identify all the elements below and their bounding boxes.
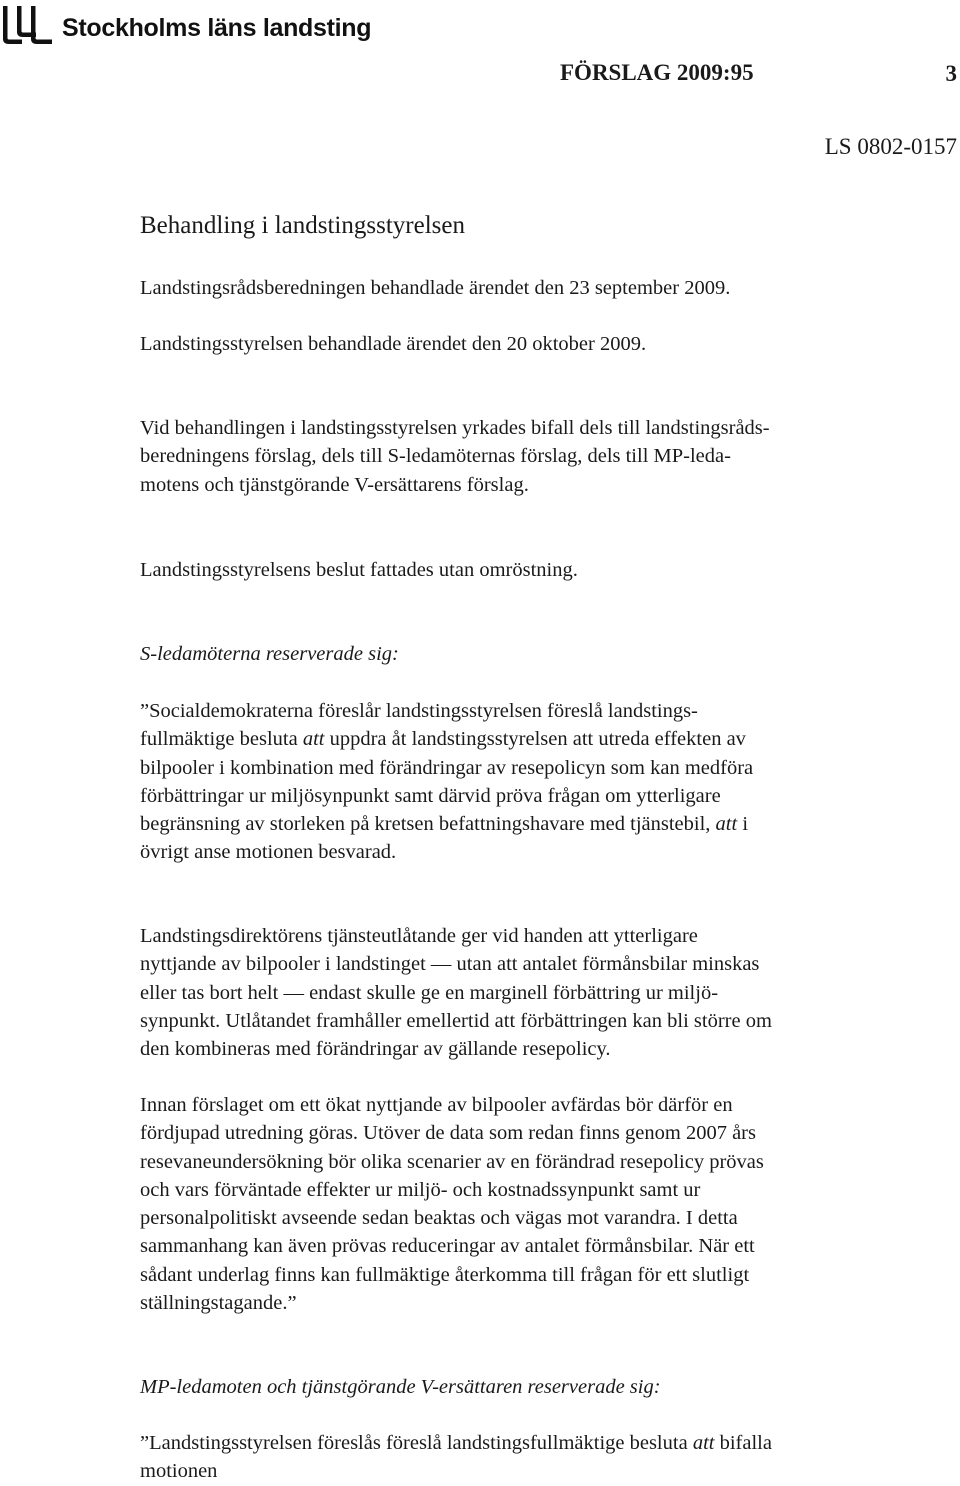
text-line: ”Socialdemokraterna föreslår landstingsstyrelsen föreslå landstings- — [140, 700, 698, 722]
text-line: Landstingsstyrelsen behandlade ärendet den 20 oktober 2009. — [140, 333, 647, 355]
text-line: förbättringar ur miljösynpunkt samt därvid pröva frågan om ytterligare — [140, 784, 721, 807]
text-line: motionen — [140, 1460, 218, 1483]
text-line: och vars förväntade effekter ur miljö- och kostnadssynpunkt samt ur — [140, 1178, 701, 1201]
page-number: 3 — [945, 61, 957, 86]
paragraph-further-investigation — [140, 1091, 940, 1317]
text-line: fullmäktige besluta att uppdra åt landstingsstyrelsen att utreda effekten av — [140, 728, 746, 751]
text-line: Vid behandlingen i landstingsstyrelsen yrkades bifall dels till landstingsråds- — [140, 417, 770, 439]
text-line: Innan förslaget om ett ökat nyttjande av bilpooler avfärdas bör därför en — [140, 1094, 733, 1116]
att-italic: att — [715, 813, 738, 836]
org-logo — [0, 6, 372, 44]
sll-logo-mark-icon — [0, 6, 54, 44]
text-line: fördjupad utredning göras. Utöver de data som redan finns genom 2007 års — [140, 1122, 756, 1145]
s-reservation-quote — [140, 697, 940, 867]
text-line: bilpooler i kombination med förändringar av resepolicyn som kan medföra — [140, 756, 754, 779]
paragraph-decision — [140, 556, 940, 584]
mp-reservation-quote — [140, 1429, 940, 1486]
s-reservation-heading: S-ledamöterna reserverade sig: — [140, 643, 399, 665]
text-line: begränsning av storleken på kretsen befattningshavare med tjänstebil, att i — [140, 813, 749, 836]
text-line: övrigt anse motionen besvarad. — [140, 841, 397, 864]
text-line: beredningens förslag, dels till S-ledamöternas förslag, dels till MP-leda- — [140, 445, 731, 468]
text-line: den kombineras med förändringar av gällande resepolicy. — [140, 1038, 611, 1061]
section-heading: Behandling i landstingsstyrelsen — [140, 212, 465, 239]
paragraph-director-statement — [140, 922, 940, 1063]
text-line: resevaneundersökning bör olika scenarier av en förändrad resepolicy prövas — [140, 1150, 764, 1173]
text-line: Landstingsstyrelsens beslut fattades utan omröstning. — [140, 559, 578, 581]
org-name: Stockholms läns landsting — [62, 14, 372, 42]
text-line: Landstingsrådsberedningen behandlade ärendet den 23 september 2009. — [140, 277, 731, 299]
text-line: motens och tjänstgörande V-ersättarens förslag. — [140, 473, 529, 496]
paragraph-preparation — [140, 274, 940, 302]
text-line: ”Landstingsstyrelsen föreslås föreslå landstingsfullmäktige besluta att bifalla — [140, 1432, 772, 1454]
text-line: nyttjande av bilpooler i landstinget — utan att antalet förmånsbilar minskas — [140, 953, 760, 976]
att-italic: att — [692, 1432, 715, 1454]
text-line: Landstingsdirektörens tjänsteutlåtande ger vid handen att ytterligare — [140, 925, 698, 947]
text-line: personalpolitiskt avseende sedan beaktas och vägas mot varandra. I detta — [140, 1207, 738, 1230]
text-line: synpunkt. Utlåtandet framhåller emellertid att förbättringen kan bli större om — [140, 1009, 772, 1032]
text-line: sådant underlag finns kan fullmäktige återkomma till frågan för ett slutligt — [140, 1263, 750, 1286]
ls-reference-number: LS 0802-0157 — [824, 134, 957, 159]
text-line: eller tas bort helt — endast skulle ge en marginell förbättring ur miljö- — [140, 981, 719, 1004]
text-line: sammanhang kan även prövas reduceringar av antalet förmånsbilar. När ett — [140, 1235, 755, 1258]
paragraph-board-treatment — [140, 330, 940, 358]
text-line: ställningstagande.” — [140, 1292, 297, 1315]
paragraph-motions — [140, 414, 940, 499]
mp-reservation-heading: MP-ledamoten och tjänstgörande V-ersättaren reserverade sig: — [140, 1376, 661, 1398]
att-italic: att — [302, 728, 325, 751]
document-id: FÖRSLAG 2009:95 — [560, 60, 754, 85]
